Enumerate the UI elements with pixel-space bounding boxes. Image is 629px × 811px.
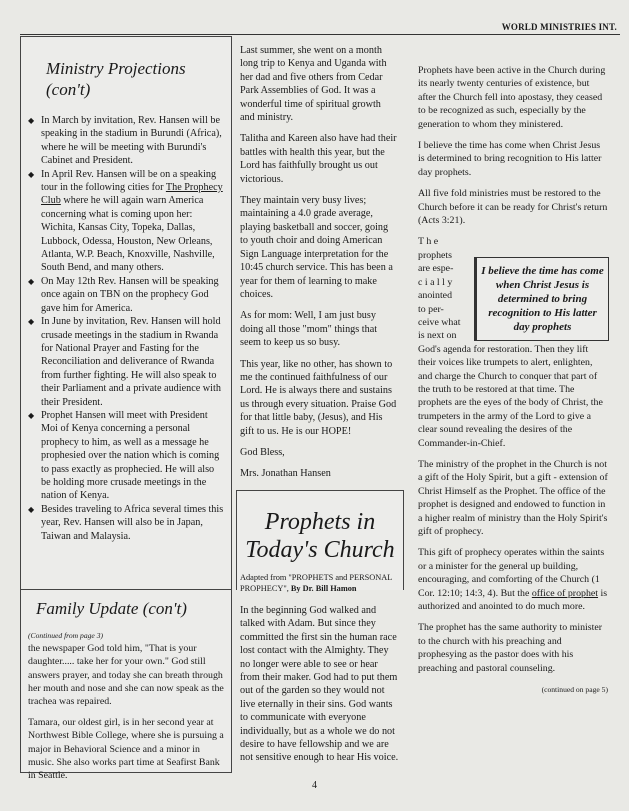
prophets-section	[240, 508, 400, 773]
continued-on-label: (continued on page 5)	[541, 685, 608, 695]
diamond-icon: ◆	[28, 276, 35, 286]
family-update-title: Family Update (con't)	[36, 599, 187, 618]
ministry-projections-subtitle: (con't)	[46, 80, 91, 99]
ministry-bullet-list	[28, 114, 224, 543]
right-paragraph-4: God's agenda for restoration. Then they lift their voices like trumpets to alert, enlighten, and charge the Church to conquer that part of the truth to be restored at that time. The prophets are the eyes of the body of Christ, the trumpeters in the army of the Lord to give a clear sound revealing the desires of the Commander-in-Chief.	[418, 343, 603, 449]
middle-paragraph-3: They maintain very busy lives; maintaining a 4.0 grade average, playing basketball and soccer, going to youth choir and doing American Sign Language interpretation for the 10:45 church service. This has been a year for them of learning to make choices.	[240, 195, 393, 300]
diamond-icon: ◆	[28, 169, 35, 179]
org-name-header: WORLD MINISTRIES INT.	[501, 22, 617, 32]
prophets-title: Prophets in	[264, 509, 376, 535]
right-paragraph-2: I believe the time has come when Christ Jesus is determined to bring recognition to His latter day prophets.	[418, 140, 602, 178]
prophets-paragraph-1: In the beginning God walked and talked with Adam. But since they committed the first sin the human race lost contact with the Almighty. They no longer were able to see or hear from their maker. God had to put them out of the garden so they would not live eternally in their sins. God wants to communicate with everyone individually, but as a whole we do not desire to have fellowship and we are not sensitive enough to hear His voice.	[240, 605, 399, 764]
adapted-from-credit: Adapted from "PROPHETS and PERSONAL PROPHECY", By Dr. Bill Hamon	[240, 573, 392, 593]
middle-paragraph-4: As for mom: Well, I am just busy doing all those "mom" things that seem to keep us so busy.	[240, 310, 378, 349]
continued-from-label: (Continued from page 3)	[28, 631, 104, 640]
family-update-section	[28, 598, 226, 790]
right-paragraph-6: This gift of prophecy operates within the saints or a minister for the general up building, encouraging, and comforting of the Church (1 Cor. 12:10; 14:3, 4). But the office of prophet is authorized and anointed to do much more.	[418, 547, 608, 613]
office-of-prophet-link[interactable]: office of prophet	[531, 587, 599, 599]
middle-column	[240, 44, 398, 481]
list-item: ◆ On May 12th Rev. Hansen will be speaking once again on TBN on the prophecy God gave him for America.	[28, 275, 219, 314]
diamond-icon: ◆	[28, 317, 35, 327]
right-paragraph-1: Prophets have been active in the Church during its nearly twenty centuries of existence, but after the Church fell into apostasy, they ceased to be recognized as such, especially by the generation to whom they ministered.	[418, 65, 606, 130]
middle-paragraph-5: This year, like no other, has shown to me the continued faithfulness of our Lord. He is always there and sustains us through every situation. Praise God for that little baby, (Jesus), and His gift to us. He is our HOPE!	[240, 358, 397, 437]
signature-line: Mrs. Jonathan Hansen	[240, 468, 331, 480]
diamond-icon: ◆	[28, 116, 35, 125]
pull-quote: I believe the time has come when Christ Jesus is determined to bring recognition to His latter day prophets	[474, 257, 609, 341]
prophecy-club-link[interactable]: The Prophecy Club	[41, 182, 223, 207]
family-paragraph-1: the newspaper God told him, "That is your daughter..... take her for your own." God still answers prayer, and today she can breath through her mouth and nose and she can now speak as the trachea was repaired.	[28, 643, 224, 708]
page-number: 4	[312, 780, 317, 791]
list-item: ◆ Besides traveling to Africa several times this year, Rev. Hansen will also be in Japan, Taiwan and Malaysia.	[28, 503, 224, 542]
prophets-subtitle: Today's Church	[245, 537, 395, 563]
diamond-icon: ◆	[28, 504, 35, 514]
right-paragraph-4-wrap: T h e prophets are espe- c i a l l y anointed to per- ceive what is next on	[418, 236, 461, 342]
right-paragraph-3: All five fold ministries must be restored to the Church before it can be ready for Christ's return (Acts 3:21).	[418, 188, 608, 227]
right-paragraph-7: The prophet has the same authority to minister to the church with his preaching and prophesying as the pastor does with his preaching and pastoral counseling.	[418, 622, 603, 674]
list-item: ◆ In June by invitation, Rev. Hansen will hold crusade meetings in the stadium in Rwanda for National Prayer and Fasting for the Reconciliation and deliverance of Rwanda from further fighting. He will also speak to their Parliament and a private audience with their President.	[28, 316, 221, 408]
author-credit: By Dr. Bill Hamon	[290, 584, 357, 593]
right-paragraph-5: The ministry of the prophet in the Church is not a gift of the Holy Spirit, but a gift - extension of Christ Himself as the Prophet. The office of the prophet is designed and endowed to function in a higher realm of ministry than the Holy Spirit's gift of prophecy.	[418, 458, 608, 537]
list-item: ◆ Prophet Hansen will meet with President Moi of Kenya concerning a personal prophecy to him, as well as a message he prophesied over the nation which is coming to pass exactly as prophecied. He will also be holding more crusade meetings in the nation of Kenya.	[28, 409, 220, 502]
diamond-icon: ◆	[28, 410, 35, 420]
closing-line: God Bless,	[240, 446, 285, 458]
family-paragraph-2: Tamara, our oldest girl, is in her second year at Northwest Bible College, where she is pursuing a major in Behavioral Science and a minor in music. She also works part time at Seafirst Bank in Seattle.	[28, 717, 224, 782]
middle-paragraph-2: Talitha and Kareen also have had their battles with health this year, but the Lord has faithfully brought us out victorious.	[240, 133, 397, 185]
middle-paragraph-1: Last summer, she went on a month long trip to Kenya and Uganda with her dad and five others from Cedar Park Assemblies of God. It was a wonderful time of spiritual growth and ministry.	[240, 45, 387, 124]
list-item: ◆ In March by invitation, Rev. Hansen will be speaking in the stadium in Burundi (Africa), where he will be meeting with Burundi's Cabinet and President.	[28, 115, 222, 167]
right-column	[418, 64, 608, 696]
header-rule	[20, 34, 620, 35]
ministry-projections-section	[28, 58, 224, 543]
ministry-projections-title: Ministry Projections	[46, 59, 186, 78]
list-item: ◆ In April Rev. Hansen will be on a speaking tour in the following cities for The Prophecy Club where he will again warn America concerning what is coming upon her: Wichita, Kansas City, Topeka, Dallas, Lubbock, Odessa, Houston, New Orleans, Atlanta, W.P. Beach, Knoxville, Nashville, South Bend, and many others.	[28, 168, 223, 274]
